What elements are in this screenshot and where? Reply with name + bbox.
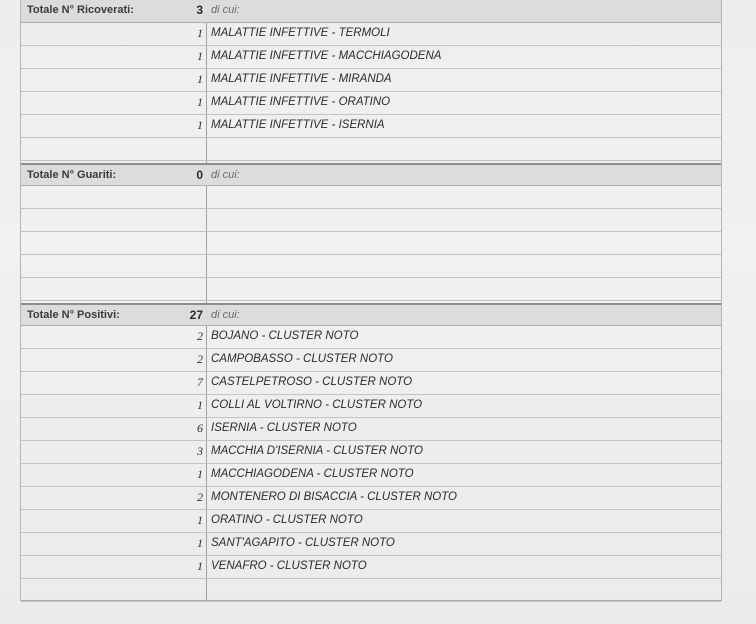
empty-row	[21, 255, 721, 278]
table-row	[21, 487, 721, 510]
item-name: MALATTIE INFETTIVE - MACCHIAGODENA	[211, 50, 442, 62]
item-name: MACCHIAGODENA - CLUSTER NOTO	[211, 468, 414, 480]
table-row	[21, 510, 721, 533]
section-subtitle: di cui:	[211, 4, 240, 16]
item-name: ISERNIA - CLUSTER NOTO	[211, 422, 357, 434]
section-total: 0	[196, 168, 203, 182]
table-row	[21, 349, 721, 372]
item-count: 7	[197, 375, 203, 389]
section-total: 27	[189, 308, 203, 322]
table-row	[21, 115, 721, 138]
empty-row	[21, 232, 721, 255]
section-label: Totale N° Ricoverati:	[27, 4, 134, 16]
item-count: 1	[197, 118, 203, 132]
section-header-row	[21, 0, 721, 23]
item-count: 2	[197, 352, 203, 366]
table-row	[21, 23, 721, 46]
empty-row	[21, 138, 721, 161]
item-count: 1	[197, 95, 203, 109]
section-header-row	[21, 303, 721, 326]
table-row	[21, 69, 721, 92]
item-name: MALATTIE INFETTIVE - ISERNIA	[211, 119, 385, 131]
item-name: MONTENERO DI BISACCIA - CLUSTER NOTO	[211, 491, 457, 503]
item-name: ORATINO - CLUSTER NOTO	[211, 514, 363, 526]
table-row	[21, 418, 721, 441]
section-subtitle: di cui:	[211, 169, 240, 181]
section-label: Totale N° Guariti:	[27, 169, 117, 181]
item-count: 1	[197, 536, 203, 550]
table-row	[21, 464, 721, 487]
table-row	[21, 92, 721, 115]
item-count: 1	[197, 72, 203, 86]
item-name: VENAFRO - CLUSTER NOTO	[211, 560, 367, 572]
item-name: MALATTIE INFETTIVE - TERMOLI	[211, 27, 390, 39]
item-count: 1	[197, 49, 203, 63]
table-row	[21, 556, 721, 579]
table-row	[21, 395, 721, 418]
table-row	[21, 46, 721, 69]
item-name: COLLI AL VOLTIRNO - CLUSTER NOTO	[211, 399, 423, 411]
item-name: BOJANO - CLUSTER NOTO	[211, 330, 359, 342]
report-table	[20, 0, 722, 601]
table-row	[21, 326, 721, 349]
item-count: 1	[197, 513, 203, 527]
item-count: 1	[197, 467, 203, 481]
item-count: 2	[197, 329, 203, 343]
section-header-row	[21, 163, 721, 186]
item-name: MALATTIE INFETTIVE - ORATINO	[211, 96, 391, 108]
empty-row	[21, 186, 721, 209]
section-label: Totale N° Positivi:	[27, 309, 120, 321]
item-name: MACCHIA D'ISERNIA - CLUSTER NOTO	[211, 445, 423, 457]
item-count: 1	[197, 559, 203, 573]
table-row	[21, 372, 721, 395]
section-total: 3	[196, 3, 203, 17]
table-row	[21, 533, 721, 556]
section-subtitle: di cui:	[211, 309, 240, 321]
item-name: CASTELPETROSO - CLUSTER NOTO	[211, 376, 413, 388]
empty-row	[21, 579, 721, 602]
item-count: 2	[197, 490, 203, 504]
table-row	[21, 441, 721, 464]
item-count: 3	[197, 444, 203, 458]
item-name: MALATTIE INFETTIVE - MIRANDA	[211, 73, 392, 85]
item-count: 1	[197, 26, 203, 40]
item-count: 6	[197, 421, 203, 435]
empty-row	[21, 209, 721, 232]
empty-row	[21, 278, 721, 301]
item-name: SANT'AGAPITO - CLUSTER NOTO	[211, 537, 395, 549]
item-name: CAMPOBASSO - CLUSTER NOTO	[211, 353, 393, 365]
item-count: 1	[197, 398, 203, 412]
